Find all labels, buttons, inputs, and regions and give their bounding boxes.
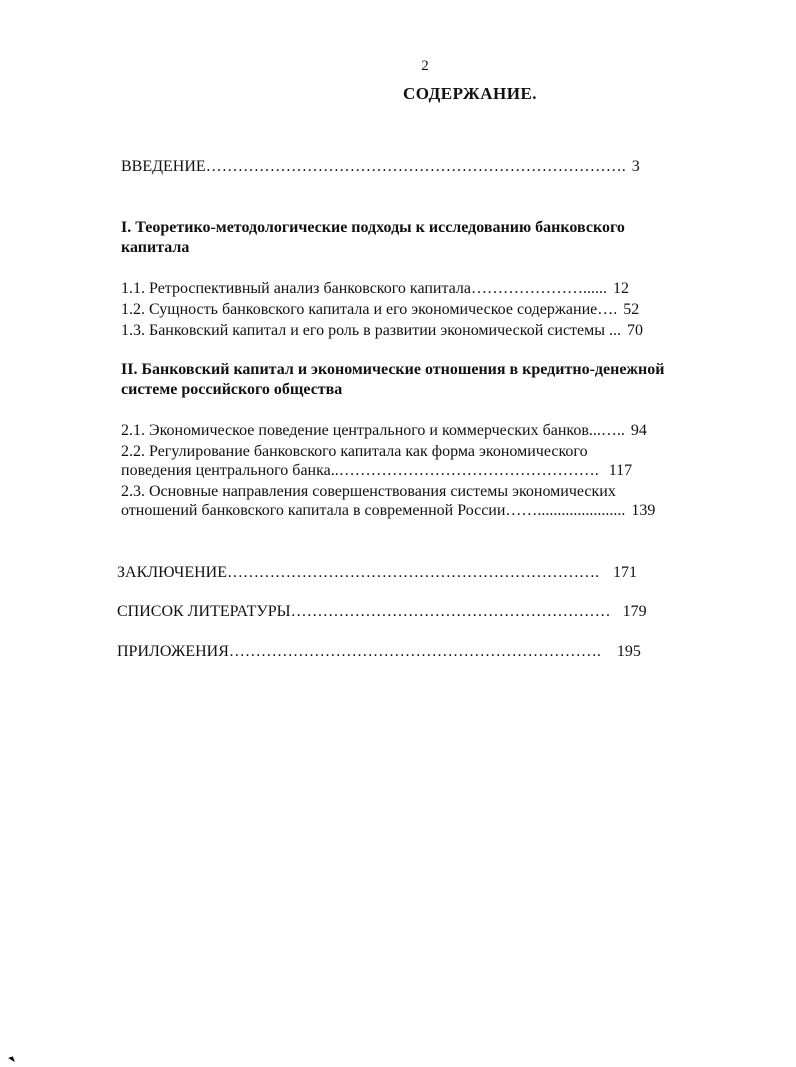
scan-corner-mark (8, 1056, 15, 1063)
toc-entry-2-3-line2[interactable] (121, 501, 655, 521)
toc-entry-label: поведения центрального банка (121, 462, 331, 479)
toc-leader-dots: ... (609, 322, 622, 339)
toc-entry-bibliography[interactable] (117, 602, 647, 622)
toc-leader-dots: ……...................... (505, 502, 626, 519)
toc-entry-label: ЗАКЛЮЧЕНИЕ (117, 564, 227, 581)
toc-entry-page: 195 (616, 643, 641, 660)
toc-entry-label: 2.1. Экономическое поведение центрального и коммерческих банков (121, 422, 589, 439)
toc-entry-conclusion[interactable] (117, 563, 637, 583)
toc-leader-dots: …. (597, 301, 618, 318)
toc-leader-dots: ……………………………………………………………. (228, 643, 601, 660)
toc-entry-page: 52 (623, 301, 640, 318)
toc-entry-page: 117 (608, 462, 633, 479)
toc-leader-dots: ..…………………………………………. (330, 462, 599, 479)
toc-entry-label: 2.3. Основные направления совершенствования системы экономических (121, 483, 616, 500)
toc-entry-page: 179 (622, 603, 647, 620)
toc-leader-dots: ...….. (588, 422, 625, 439)
toc-entry-page: 3 (631, 158, 640, 175)
toc-entry-page: 70 (627, 322, 644, 339)
toc-entry-label: ПРИЛОЖЕНИЯ (117, 643, 229, 660)
toc-entry-label: 1.1. Ретроспективный анализ банковского капитала (121, 280, 471, 297)
toc-entry-label: СПИСОК ЛИТЕРАТУРЫ (117, 603, 291, 620)
chapter-1-heading-line2: капитала (121, 239, 190, 256)
toc-entry-2-3-line1[interactable] (121, 482, 616, 502)
page-number: 2 (421, 58, 429, 74)
toc-entry-label: 1.3. Банковский капитал и его роль в развитии экономической системы (121, 322, 606, 339)
toc-leader-dots: …………………...... (470, 280, 607, 297)
toc-leader-dots: ……………………………………………………………………. (205, 158, 626, 175)
toc-entry-intro[interactable] (121, 157, 640, 177)
toc-entry-label: 2.2. Регулирование банковского капитала как форма экономического (121, 443, 588, 460)
toc-entry-page: 12 (612, 280, 629, 297)
toc-entry-1-1[interactable] (121, 279, 629, 299)
toc-entry-1-2[interactable] (121, 300, 639, 320)
toc-entry-label: 1.2. Сущность банковского капитала и его экономическое содержание (121, 301, 598, 318)
chapter-2-heading-line1: II. Банковский капитал и экономические отношения в кредитно-денежной (121, 361, 665, 378)
toc-entry-page: 171 (612, 564, 637, 581)
chapter-1-heading[interactable] (121, 218, 625, 258)
toc-entry-2-1[interactable] (121, 421, 647, 441)
page-title: СОДЕРЖАНИЕ. (402, 84, 538, 103)
toc-entry-2-2-line1[interactable] (121, 442, 588, 462)
toc-entry-page: 139 (631, 502, 656, 519)
toc-entry-2-2-line2[interactable] (121, 461, 632, 481)
toc-entry-page: 94 (630, 422, 647, 439)
chapter-1-heading-line1: I. Теоретико-методологические подходы к исследованию банковского (121, 219, 625, 236)
toc-entry-appendices[interactable] (117, 642, 641, 662)
toc-leader-dots: ……………………………………………………………. (226, 564, 599, 581)
toc-entry-label: отношений банковского капитала в современной России (121, 502, 506, 519)
toc-leader-dots: …………………………………………………… (290, 603, 611, 620)
toc-entry-1-3[interactable] (121, 321, 643, 341)
chapter-2-heading-line2: системе российского общества (121, 381, 343, 398)
toc-entry-label: ВВЕДЕНИЕ (121, 158, 206, 175)
chapter-2-heading[interactable] (121, 360, 664, 400)
